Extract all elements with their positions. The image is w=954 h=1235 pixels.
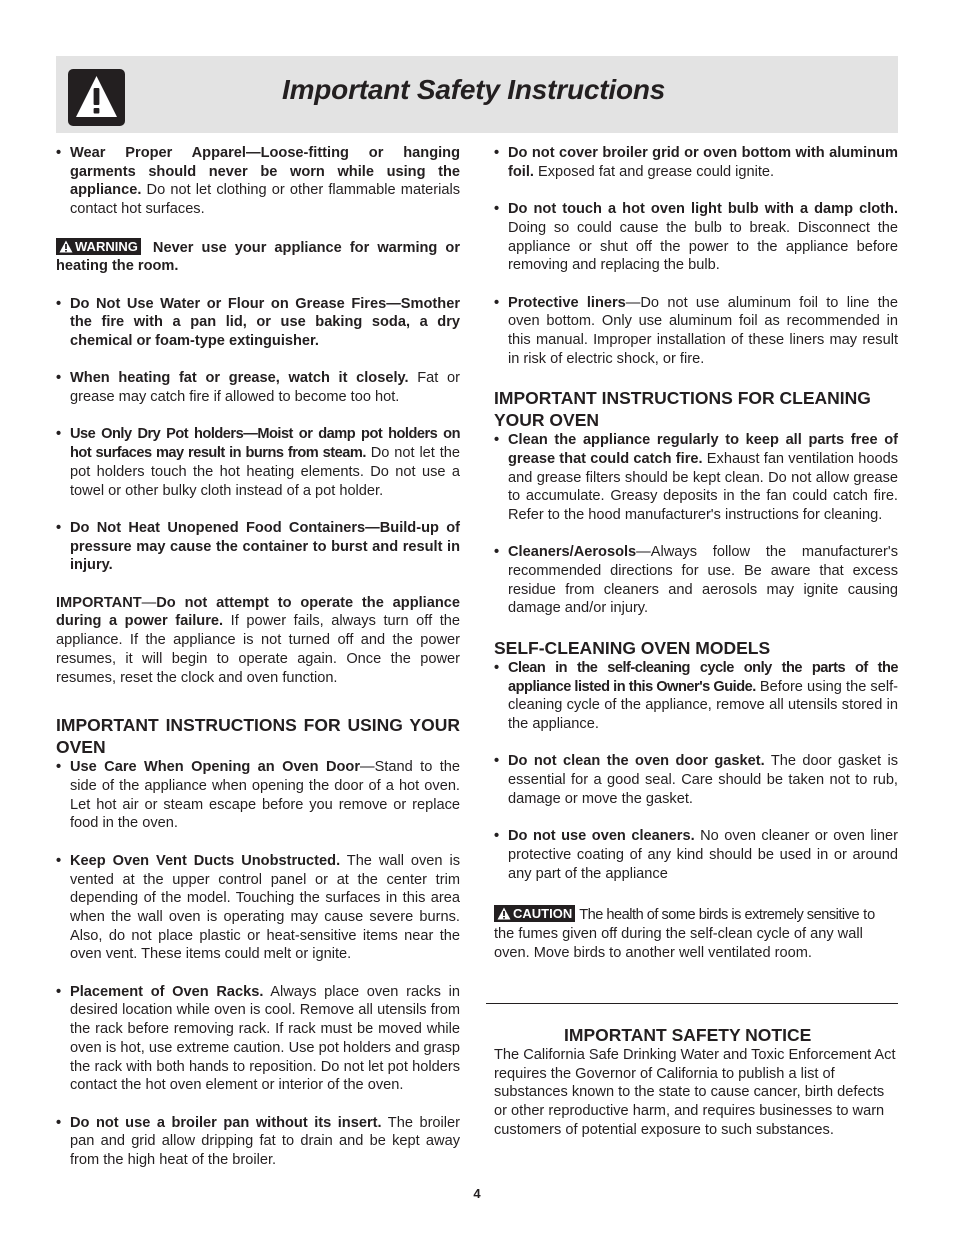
caution-badge xyxy=(494,905,575,922)
bullet: • xyxy=(494,828,500,845)
caution-badge-label: CAUTION xyxy=(513,906,573,922)
list-item-broiler-pan xyxy=(56,1114,460,1170)
power-failure-text: If power fails, always turn off the appliance. If the appliance is not turned off and the power resumes, it will begin to operate again. Once the power resumes, reset the clock and oven function. xyxy=(56,613,460,686)
bullet: • xyxy=(494,432,500,449)
warning-paragraph xyxy=(56,238,460,276)
self-cycle-bold: Clean in the self-cleaning cycle only the parts of the appliance listed in this Owner's Guide. xyxy=(508,659,898,695)
heating-fat-bold: When heating fat or grease, watch it closely. xyxy=(70,370,409,387)
caution-text: to the fumes given off during the self-clean cycle of any wall oven. Move birds to another well ventilated room. xyxy=(494,907,876,961)
list-item-grease-fires xyxy=(56,295,460,351)
bullet: • xyxy=(56,426,62,443)
power-failure-lead: IMPORTANT xyxy=(56,594,142,611)
bullet: • xyxy=(494,201,500,218)
list-item-vent-ducts xyxy=(56,852,460,964)
liners-bold: Protective liners xyxy=(508,294,626,311)
page-number: 4 xyxy=(473,1186,481,1201)
liners-text: —Do not use aluminum foil to line the oven bottom. Only use aluminum foil as recommended in this manual. Improper installation of these liners may result in risk of electric shock, or fire. xyxy=(508,294,898,367)
pot-holders-text: Do not let the pot holders touch the hot heating elements. Do not use a towel or other bulky cloth instead of a pot holder. xyxy=(70,445,461,499)
left-column xyxy=(56,144,460,1188)
notice-title: IMPORTANT SAFETY NOTICE xyxy=(564,1025,812,1045)
warning-triangle-icon xyxy=(59,240,73,253)
bullet: • xyxy=(494,659,500,676)
bullet: • xyxy=(56,852,62,869)
power-failure-bold: Do not attempt to operate the appliance during a power failure. xyxy=(56,594,460,630)
bullet: • xyxy=(494,753,500,770)
list-item-liners xyxy=(494,294,898,369)
notice-text: The California Safe Drinking Water and Toxic Enforcement Act requires the Governor of California to publish a list of substances known to the state to cause cancer, birth defects or other reproductive harm, and requires businesses to warn customers of potential exposure to such substances. xyxy=(494,1047,896,1138)
oven-racks-bold: Placement of Oven Racks. xyxy=(70,983,264,1000)
broiler-grid-text: Exposed fat and grease could ignite. xyxy=(533,163,775,180)
heating-fat-text: Fat or grease may catch fire if allowed to become too hot. xyxy=(70,370,460,406)
bullet: • xyxy=(56,983,62,1000)
bullet: • xyxy=(56,145,62,161)
broiler-pan-bold: Do not use a broiler pan without its insert. xyxy=(70,1114,382,1131)
divider xyxy=(486,1003,898,1004)
oven-door-text: —Stand to the side of the appliance when opening the door of a hot oven. Let hot air or steam escape before you remove or replace food in the oven. xyxy=(70,759,460,832)
bullet: • xyxy=(56,519,62,536)
list-item-apparel xyxy=(56,144,460,219)
self-cycle-text: Before using the self-cleaning cycle of the appliance, remove all utensils stored in the appliance. xyxy=(508,678,898,732)
warning-badge-label: WARNING xyxy=(75,238,138,254)
right-column xyxy=(494,144,898,981)
list-item-aerosols xyxy=(494,543,898,618)
vent-ducts-bold: Keep Oven Vent Ducts Unobstructed. xyxy=(70,852,341,869)
aerosols-text: —Always follow the manufacturer's recommended directions for use. Be aware that excess residue from cleaners and aerosols may ignite causing damage and/or injury. xyxy=(508,544,898,617)
list-item-self-cycle xyxy=(494,659,898,734)
broiler-pan-text: The broiler pan and grid allow dripping fat to drain and be kept away from the high heat of the broiler. xyxy=(70,1114,461,1169)
bullet: • xyxy=(494,544,500,561)
header-bar xyxy=(56,56,898,133)
list-item-pot-holders xyxy=(56,425,460,500)
warning-exclamation-icon xyxy=(68,69,125,126)
oven-cleaners-text: No oven cleaner or oven liner protective coating of any kind should be used in or around any part of the appliance xyxy=(508,828,898,882)
list-item-light-bulb xyxy=(494,200,898,275)
bullet: • xyxy=(56,295,62,312)
power-failure-dash: — xyxy=(141,594,157,611)
clean-regularly-text: Exhaust fan ventilation hoods and grease filters should be kept clean. Do not allow grease to accumulate. Greasy deposits in the fan could catch fire. Refer to the hood manufacturer's instructions for cleaning. xyxy=(508,450,898,523)
grease-fires-bold: Do Not Use Water or Flour on Grease Fires—Smother the fire with a pan lid, or use baking soda, a dry chemical or foam-type extinguisher. xyxy=(70,295,460,349)
containers-bold: Do Not Heat Unopened Food Containers—Build-up of pressure may cause the container to burst and result in injury. xyxy=(70,519,460,574)
aerosols-bold: Cleaners/Aerosols xyxy=(508,544,637,561)
apparel-bold: Wear Proper Apparel—Loose-fitting or hanging garments should never be worn while using the appliance. xyxy=(70,145,460,199)
section-heading-using: IMPORTANT INSTRUCTIONS FOR USING YOUR OVEN xyxy=(56,715,460,758)
list-item-containers xyxy=(56,519,460,575)
oven-door-bold: Use Care When Opening an Oven Door xyxy=(70,759,361,776)
pot-holders-bold: Use Only Dry Pot holders—Moist or damp pot holders on hot surfaces may result in burns from steam. xyxy=(70,426,460,462)
list-item-oven-racks xyxy=(56,983,460,1095)
bullet: • xyxy=(494,145,500,161)
broiler-grid-bold: Do not cover broiler grid or oven bottom with aluminum foil. xyxy=(508,145,898,180)
bullet: • xyxy=(56,370,62,387)
list-item-broiler-grid xyxy=(494,144,898,181)
power-failure-paragraph xyxy=(56,594,460,688)
vent-ducts-text: The wall oven is vented at the upper control panel or at the center trim depending of the model. Touching the surfaces in this area when the wall oven is operating may cause severe burns. Also, do not place plastic or heat-sensitive items near the oven vent. These items could melt or ignite. xyxy=(70,852,460,963)
bullet: • xyxy=(56,1114,62,1131)
list-item-gasket xyxy=(494,752,898,808)
list-item-clean-regularly xyxy=(494,431,898,525)
list-item-oven-door xyxy=(56,758,460,833)
light-bulb-bold: Do not touch a hot oven light bulb with a damp cloth. xyxy=(508,201,898,218)
clean-regularly-bold: Clean the appliance regularly to keep all parts free of grease that could catch fire. xyxy=(508,432,898,467)
section-heading-self-cleaning: SELF-CLEANING OVEN MODELS xyxy=(494,637,771,658)
page-title: Important Safety Instructions xyxy=(282,74,666,105)
caution-paragraph xyxy=(494,905,898,962)
gasket-bold: Do not clean the oven door gasket. xyxy=(508,753,765,770)
oven-cleaners-bold: Do not use oven cleaners. xyxy=(508,828,695,845)
gasket-text: The door gasket is essential for a good seal. Care should be taken not to rub, damage or move the gasket. xyxy=(508,753,898,807)
light-bulb-text: Doing so could cause the bulb to break. Disconnect the appliance or shut off the power to the appliance before removing and replacing the bulb. xyxy=(508,219,898,274)
caution-triangle-icon xyxy=(497,907,511,920)
warning-badge xyxy=(56,238,141,255)
warning-text: Never use your appliance for warming or heating the room. xyxy=(56,239,460,275)
list-item-oven-cleaners xyxy=(494,827,898,883)
list-item-heating-fat xyxy=(56,369,460,406)
apparel-text: Do not let clothing or other flammable materials contact hot surfaces. xyxy=(70,182,460,218)
bullet: • xyxy=(56,759,62,776)
bullet: • xyxy=(494,294,500,311)
oven-racks-text: Always place oven racks in desired location while oven is cool. Remove all utensils from the rack before removing rack. If rack must be moved while oven is hot, use extreme caution. Use pot holders and grasp the rack with both hands to reposition. Do not let pot holders contact the hot oven element or interior of the oven. xyxy=(70,983,460,1094)
safety-notice xyxy=(494,1024,898,1140)
caution-text-lead: The health of some birds is extremely sensitive xyxy=(579,907,860,924)
section-heading-cleaning: IMPORTANT INSTRUCTIONS FOR CLEANING YOUR OVEN xyxy=(494,388,871,431)
